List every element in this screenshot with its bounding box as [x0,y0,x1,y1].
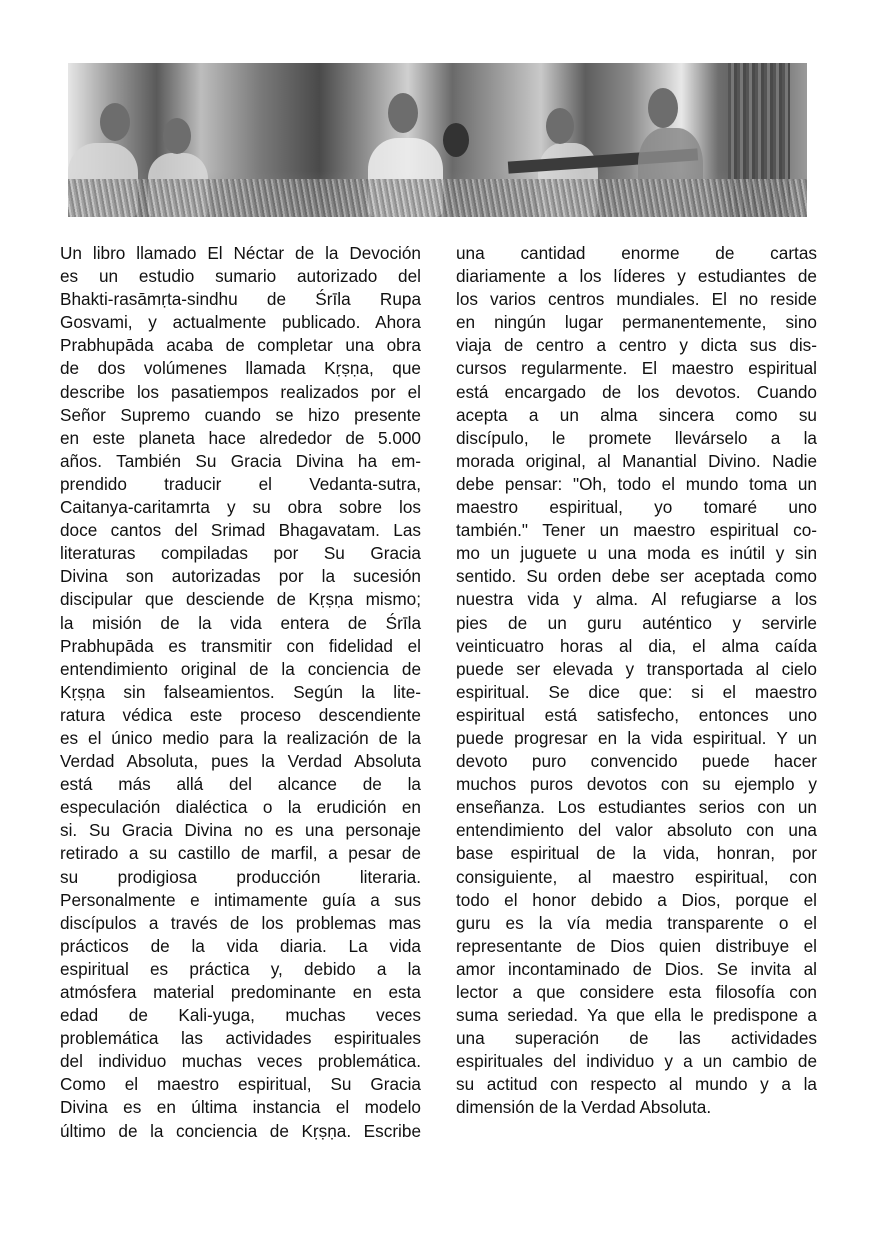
text-line: cursos regularmente. El maestro espiritual [456,358,817,379]
text-line: literaturas compiladas por Su Gracia [60,543,421,564]
text-line: espiritual es práctica y, debido a la [60,958,421,979]
text-line: atmósfera material predominante en esta [60,982,421,1002]
text-line: está encargado de los devotos. Cuando [456,381,817,402]
text-line: doce cantos del Srimad Bhagavatam. Las [60,520,421,541]
figure-head [100,103,130,141]
text-line: suma seriedad. Ya que ella le predispone a [456,1005,817,1026]
text-line: años. También Su Gracia Divina ha em- [60,450,421,471]
text-line: sentido. Su orden debe ser aceptada como [456,566,817,587]
text-line: edad de Kali-yuga, muchas veces [60,1005,421,1026]
text-column-right [456,242,817,1120]
text-line: espiritual. Se dice que: si el maestro [456,681,817,702]
header-photo [68,63,807,217]
text-line: del individuo muchas veces problemática. [60,1051,421,1072]
text-line: discípulo, le promete llevárselo a la [456,427,817,448]
text-column-left [60,242,421,1143]
text-line: Bhakti-rasāmṛta-sindhu de Śrīla Rupa [60,289,421,310]
text-line: los varios centros mundiales. El no reside [456,289,817,310]
text-line: describe los pasatiempos realizados por el [60,381,421,402]
text-line: de dos volúmenes llamada Kṛṣṇa, que [60,358,421,379]
text-line: espirituales del individuo y a un cambio de [456,1051,817,1072]
text-line: su prodigiosa producción literaria. [60,866,421,887]
text-line: especulación dialéctica o la erudición en [60,797,421,818]
text-line: Kṛṣṇa sin falseamientos. Según la lite- [60,681,421,702]
figure-head [163,118,191,154]
text-line: ratura védica este proceso descendiente [60,704,421,725]
text-line: es el único medio para la realización de la [60,727,421,748]
text-line: una superación de las actividades [456,1028,817,1049]
text-line: representante de Dios quien distribuye el [456,935,817,956]
text-line: si. Su Gracia Divina no es una personaje [60,820,421,841]
text-line: amor incontaminado de Dios. Se invita al [456,958,817,979]
text-line: está más allá del alcance de la [60,774,421,795]
text-line: último de la conciencia de Kṛṣṇa. Escribe [60,1120,421,1141]
text-line: mo un juguete u una moda es inútil y sin [456,543,817,564]
text-line: guru es la vía media transparente o el [456,912,817,933]
text-line: en este planeta hace alrededor de 5.000 [60,427,421,448]
text-line: discípulos a través de los problemas mas [60,912,421,933]
text-line: entendimiento original de la conciencia de [60,658,421,679]
text-line: es un estudio sumario autorizado del [60,266,421,287]
figure-head [443,123,469,157]
text-line: prendido traducir el Vedanta-sutra, [60,473,421,494]
text-line: viaja de centro a centro y dicta sus dis- [456,335,817,356]
text-line: problemática las actividades espirituales [60,1028,421,1049]
text-line: consiguiente, al maestro espiritual, con [456,866,817,887]
text-line: Divina son autorizadas por la sucesión [60,566,421,587]
text-line: veinticuatro horas al dia, el alma caída [456,635,817,656]
text-line: Prabhupāda es transmitir con fidelidad el [60,635,421,656]
text-line: Como el maestro espiritual, Su Gracia [60,1074,421,1095]
text-line: su actitud con respecto al mundo y a la [456,1074,817,1095]
text-line: Personalmente e intimamente guía a sus [60,889,421,910]
text-line: prácticos de la vida diaria. La vida [60,935,421,956]
text-line: maestro espiritual, yo tomaré uno [456,497,817,518]
text-line: puede progresar en la vida espiritual. Y un [456,727,817,748]
text-line: debe pensar: "Oh, todo el mundo toma un [456,473,817,494]
text-line: puede ser elevada y transportada al cielo [456,658,817,679]
text-line: Señor Supremo cuando se hizo presente [60,404,421,425]
text-line: Caitanya-caritamrta y su obra sobre los [60,497,421,518]
text-line: acepta a un alma sincera como su [456,404,817,425]
figure-head [648,88,678,128]
text-line: la misión de la vida entera de Śrīla [60,612,421,633]
text-line: morada original, al Manantial Divino. Nadie [456,450,817,471]
text-line: espiritual está satisfecho, entonces uno [456,704,817,725]
figure-head [388,93,418,133]
text-line: en ningún lugar permanentemente, sino [456,312,817,333]
text-line: Prabhupāda acaba de completar una obra [60,335,421,356]
text-line: dimensión de la Verdad Absoluta. [456,1097,712,1118]
text-line: base espiritual de la vida, honran, por [456,843,817,864]
text-line: discipular que desciende de Kṛṣṇa mismo; [60,589,421,610]
text-line: enseñanza. Los estudiantes serios con un [456,797,817,818]
text-line: una cantidad enorme de cartas [456,243,817,263]
text-line: Un libro llamado El Néctar de la Devoción [60,243,421,263]
text-line: retirado a su castillo de marfil, a pesar de [60,843,421,864]
text-line: Gosvami, y actualmente publicado. Ahora [60,312,421,333]
text-line: diariamente a los líderes y estudiantes de [456,266,817,287]
text-line: lector a que considere esta filosofía con [456,982,817,1002]
text-line: Divina es en última instancia el modelo [60,1097,421,1118]
text-line: Verdad Absoluta, pues la Verdad Absoluta [60,751,421,772]
text-line: muchos puros devotos con su ejemplo y [456,774,817,795]
text-line: también." Tener un maestro espiritual co- [456,520,817,541]
text-line: todo el honor debido a Dios, porque el [456,889,817,910]
text-line: entendimiento del valor absoluto con una [456,820,817,841]
text-line: devoto puro convencido puede hacer [456,751,817,772]
grass [68,179,807,217]
text-line: pies de un guru auténtico y servirle [456,612,817,633]
text-line: nuestra vida y alma. Al refugiarse a los [456,589,817,610]
figure-head [546,108,574,144]
